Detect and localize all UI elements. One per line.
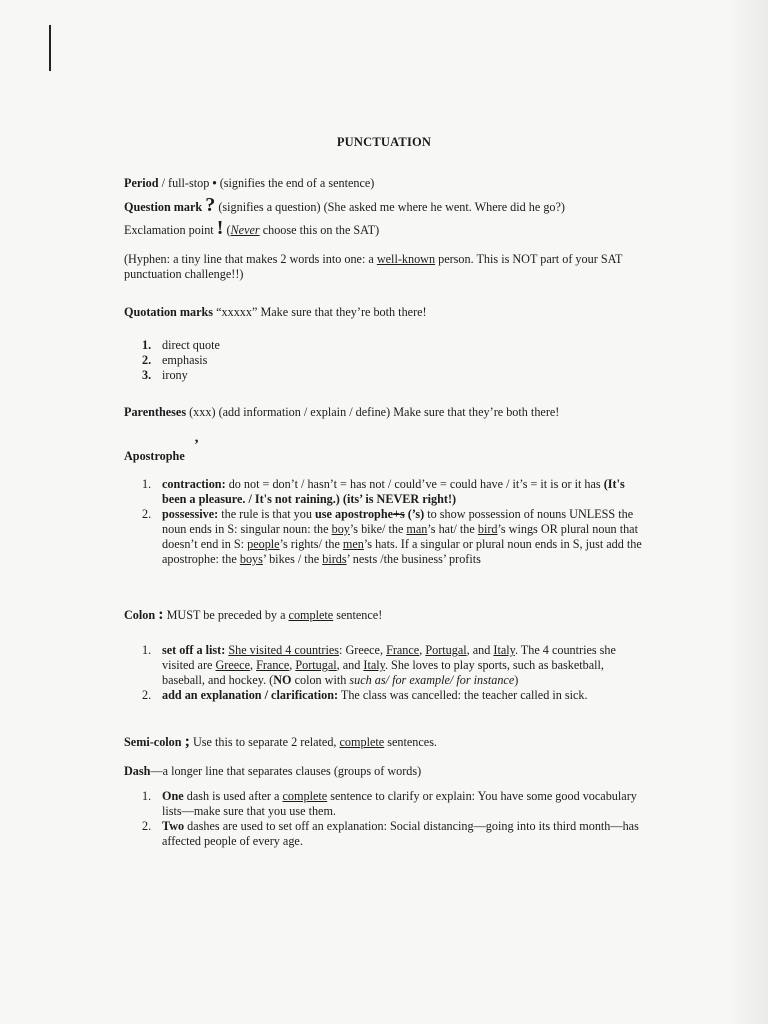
dash-list xyxy=(124,789,649,849)
colon-label: Colon xyxy=(124,608,156,622)
quotation-symbol: “xxxxx” xyxy=(216,305,258,319)
semicolon-label: Semi-colon xyxy=(124,735,182,749)
hyphen-note: (Hyphen: a tiny line that makes 2 words into one: a well-known person. This is NOT part of your SAT punctuation challenge!!) xyxy=(124,252,623,281)
parentheses-label: Parentheses xyxy=(124,405,187,419)
quotation-list xyxy=(124,338,654,383)
colon-line: Colon : MUST be preceded by a complete sentence! xyxy=(124,606,383,623)
question-symbol: ? xyxy=(205,194,216,216)
period-line: Period / full-stop • (signifies the end of a sentence) xyxy=(124,176,375,190)
dash-line: Dash—a longer line that separates clauses (groups of words) xyxy=(124,764,422,778)
list-item: 2. possessive: the rule is that you use apostrophe+s (’s) to show possession of nouns UNLESS the noun ends in S: singular noun: the boy’s bike/ the man’s hat/ the bird’s wings OR plural noun that doesn’t end in S: people’s rights/ the men’s hats. If a singular or plural noun ends in S, just add the apostrophe: the boys’ bikes / the birds’ nests /the business’ profits xyxy=(142,507,642,566)
list-item: 3. irony xyxy=(142,368,188,382)
list-item: 2. add an explanation / clarification: The class was cancelled: the teacher called in sick. xyxy=(142,688,588,702)
period-label: Period xyxy=(124,176,159,190)
list-item: 1. direct quote xyxy=(142,338,220,352)
semicolon-line: Semi-colon ; Use this to separate 2 related, complete sentences. xyxy=(124,733,437,750)
semicolon-symbol: ; xyxy=(184,733,190,750)
apostrophe-symbol: ’ xyxy=(194,437,199,453)
list-item: 1. set off a list: She visited 4 countries: Greece, France, Portugal, and Italy. The 4 countries she visited are Greece, France, Portugal, and Italy. She loves to play sports, such as basketball, baseball, and hockey. (NO colon with such as/ for example/ for instance) xyxy=(142,643,616,687)
dash-label: Dash xyxy=(124,764,151,778)
apostrophe-label: Apostrophe xyxy=(124,449,185,463)
exclamation-label: Exclamation point xyxy=(124,223,214,237)
parentheses-symbol: (xxx) xyxy=(189,405,216,419)
question-line: Question mark ? (signifies a question) (She asked me where he went. Where did he go?) xyxy=(124,194,565,216)
exclamation-symbol: ! xyxy=(216,217,224,239)
quotation-label: Quotation marks xyxy=(124,305,214,319)
page-title: PUNCTUATION xyxy=(336,135,432,149)
list-item: 2. Two dashes are used to set off an explanation: Social distancing—going into its third month—has affected people of every age. xyxy=(142,819,639,848)
question-label: Question mark xyxy=(124,200,203,214)
page-edge-shadow xyxy=(728,0,768,1024)
period-symbol: • xyxy=(212,176,217,190)
list-item: 1. One dash is used after a complete sentence to clarify or explain: You have some good vocabulary lists—make sure that you use them. xyxy=(142,789,637,818)
margin-mark xyxy=(49,25,51,71)
parentheses-line: Parentheses (xxx) (add information / explain / define) Make sure that they’re both there! xyxy=(124,405,560,419)
colon-list xyxy=(124,643,649,703)
colon-symbol: : xyxy=(158,606,164,623)
apostrophe-heading xyxy=(124,449,654,464)
list-item: 2. emphasis xyxy=(142,353,208,367)
apostrophe-list xyxy=(124,477,649,567)
exclamation-line: Exclamation point ! (Never choose this on the SAT) xyxy=(124,217,380,239)
quotation-line: Quotation marks “xxxxx” Make sure that they’re both there! xyxy=(124,305,427,319)
list-item: 1. contraction: do not = don’t / hasn’t = has not / could’ve = could have / it’s = it is or it has (It's been a pleasure. / It's not raining.) (its’ is NEVER right!) xyxy=(142,477,625,506)
